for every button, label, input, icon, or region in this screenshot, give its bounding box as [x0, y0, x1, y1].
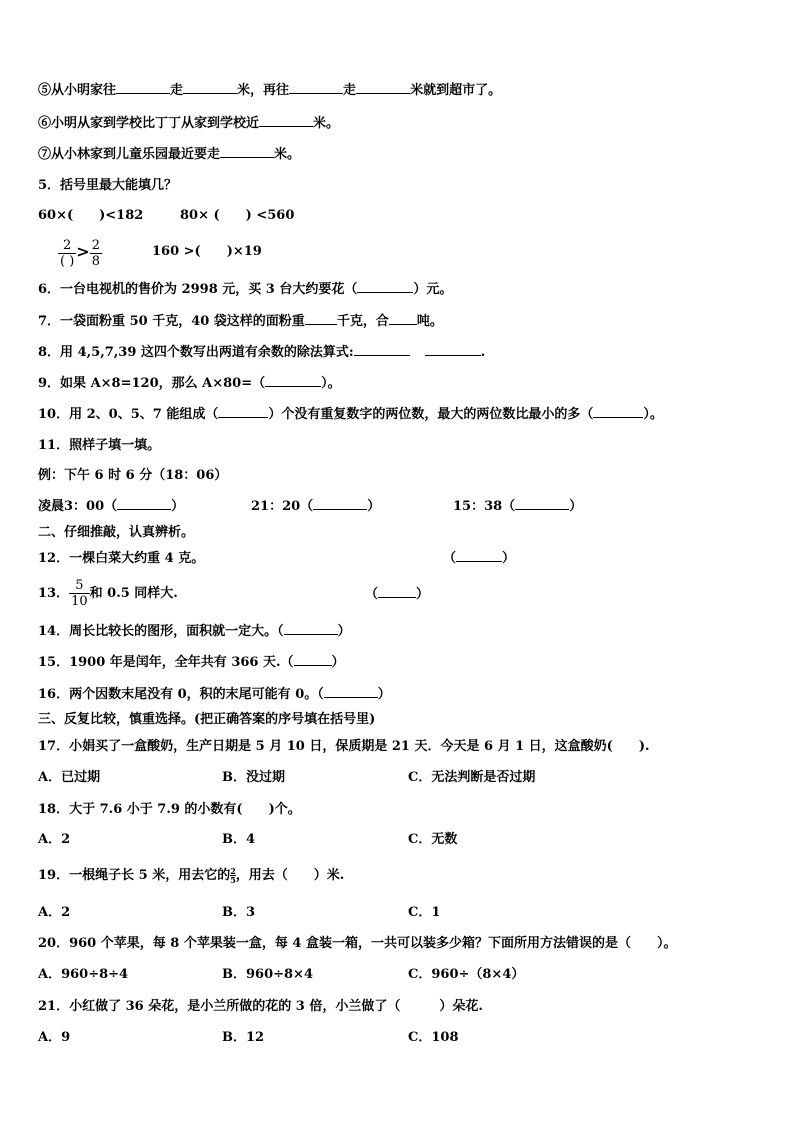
q8-text-b: . [480, 345, 486, 360]
q21-stem: 21．小红做了 36 朵花，是小兰所做的花的 3 倍，小兰做了（ ）朵花. [38, 999, 483, 1014]
q11-item-1 [38, 498, 184, 516]
q10-text-a: 10．用 2、0、5、7 能组成（ [38, 407, 219, 422]
q16-text: 16．两个因数末尾没有 0，积的末尾可能有 0。（ [38, 687, 324, 702]
q19-option-b[interactable]: B．3 [222, 905, 256, 920]
q21-option-a[interactable]: A．9 [38, 1030, 71, 1045]
question-10 [38, 406, 663, 424]
q11-3-text-a: 15：38（ [453, 499, 516, 514]
question-9 [38, 375, 341, 393]
q13-number: 13． [38, 586, 70, 601]
q20-option-c[interactable]: C．960÷（8×4） [408, 967, 525, 982]
q5-item-c [58, 234, 102, 272]
q11-title: 11．照样子填一填。 [38, 438, 161, 453]
q17-option-b[interactable]: B．没过期 [222, 770, 285, 785]
answer-blank[interactable] [117, 498, 171, 510]
q19-option-c[interactable]: C．1 [408, 905, 441, 920]
fraction-numerator: 5 [69, 578, 90, 594]
question-6 [38, 281, 452, 299]
q4-item-7 [38, 145, 300, 164]
answer-blank[interactable] [389, 312, 417, 325]
fraction-numerator: 2 [58, 238, 76, 254]
q4-6-text-b: 米。 [313, 116, 340, 131]
q15-text: 15．1900 年是闰年，全年共有 366 天.（ [38, 655, 294, 670]
q17-stem: 17．小娟买了一盒酸奶，生产日期是 5 月 10 日，保质期是 21 天．今天是 6 月 1 日，这盒酸奶( ). [38, 739, 650, 754]
q11-2-text-b: ） [367, 499, 381, 514]
answer-blank[interactable] [456, 550, 502, 562]
q7-text-a: 7．一袋面粉重 50 千克，40 袋这样的面粉重 [38, 314, 305, 329]
answer-blank[interactable] [354, 343, 410, 356]
q4-5-text-e: 米就到超市了。 [410, 83, 502, 98]
q13-text: 和 0.5 同样大. [89, 586, 178, 601]
q11-example: 例：下午 6 时 6 分（18：06） [38, 468, 228, 483]
q12-answer [443, 550, 515, 568]
answer-blank[interactable] [324, 686, 378, 698]
answer-blank[interactable] [305, 312, 337, 325]
paren-open: （ [365, 587, 379, 602]
q5-title: 5．括号里最大能填几？ [38, 178, 178, 193]
q11-1-text-a: 凌晨3：00（ [38, 499, 118, 514]
answer-blank[interactable] [356, 81, 410, 94]
fraction [69, 578, 90, 609]
answer-blank[interactable] [593, 406, 643, 418]
q11-item-3 [453, 498, 582, 516]
q6-text-a: 6．一台电视机的售价为 2998 元，买 3 台大约要花（ [38, 282, 358, 297]
answer-blank[interactable] [220, 145, 274, 158]
fraction-denominator: 10 [71, 594, 88, 609]
q20-option-b[interactable]: B．960÷8×4 [222, 967, 314, 982]
answer-blank[interactable] [313, 498, 367, 510]
question-8 [38, 343, 485, 362]
q4-7-text-b: 米。 [274, 147, 301, 162]
q19-text-a: 19．一根绳子长 5 米，用去它的 [38, 868, 231, 883]
q13-answer [365, 586, 429, 604]
q5-item-b: 80× ( ) <560 [180, 208, 295, 223]
answer-blank[interactable] [425, 343, 481, 356]
fraction [58, 238, 76, 269]
question-16 [38, 686, 391, 704]
section-3-heading: 三、反复比较，慎重选择。(把正确答案的序号填在括号里) [38, 712, 376, 727]
q17-option-c[interactable]: C．无法判断是否过期 [408, 770, 536, 785]
fraction-numerator: 2 [91, 238, 100, 253]
q11-3-text-b: ） [569, 499, 583, 514]
q19-option-a[interactable]: A．2 [38, 905, 71, 920]
paren-close: ） [331, 655, 345, 670]
q19-stem [38, 867, 344, 885]
q4-6-text-a: ⑥小明从家到学校比丁丁从家到学校近 [38, 116, 260, 131]
q14-text: 14．周长比较长的图形，面积就一定大。（ [38, 624, 284, 639]
fraction [90, 238, 102, 269]
fraction-denominator[interactable]: ( ) [60, 254, 75, 269]
q9-text-b: ）。 [321, 376, 341, 391]
question-7 [38, 312, 443, 331]
answer-blank[interactable] [357, 281, 413, 293]
paren-open: （ [443, 551, 457, 566]
q21-option-c[interactable]: C．108 [408, 1030, 459, 1045]
q21-option-b[interactable]: B．12 [222, 1030, 265, 1045]
q4-5-text-c: 米，再往 [237, 83, 290, 98]
q4-item-6 [38, 114, 339, 133]
answer-blank[interactable] [259, 114, 313, 127]
answer-blank[interactable] [265, 375, 321, 387]
paren-close: ） [416, 587, 430, 602]
q19-text-b: ，用去（ ）米. [235, 868, 345, 883]
paren-close: ） [502, 551, 516, 566]
q5-item-a: 60×( )<182 [38, 208, 144, 223]
answer-blank[interactable] [183, 81, 237, 94]
answer-blank[interactable] [289, 81, 343, 94]
fraction-numerator: 2 [230, 866, 236, 876]
paren-close: ） [337, 624, 351, 639]
q20-stem: 20．960 个苹果，每 8 个苹果装一盒，每 4 盒装一箱，一共可以装多少箱？下面所用方法错误的是（ ）。 [38, 936, 677, 951]
q18-option-a[interactable]: A．2 [38, 832, 71, 847]
answer-blank[interactable] [218, 406, 268, 418]
q6-text-b: ）元。 [413, 282, 453, 297]
q18-option-c[interactable]: C．无数 [408, 832, 458, 847]
q8-text-a: 8．用 4,5,7,39 这四个数写出两道有余数的除法算式: [38, 345, 354, 360]
answer-blank[interactable] [116, 81, 170, 94]
section-2-heading: 二、仔细推敲，认真辨析。 [38, 525, 195, 540]
q4-5-text-a: ⑤从小明家往 [38, 83, 117, 98]
q11-item-2 [251, 498, 380, 516]
greater-than: > [76, 242, 90, 261]
q7-text-c: 吨。 [416, 314, 443, 329]
fraction-denominator: 5 [230, 875, 236, 885]
q18-option-b[interactable]: B．4 [222, 832, 256, 847]
q12-text: 12．一棵白菜大约重 4 克。 [38, 551, 205, 566]
q11-2-text-a: 21：20（ [251, 499, 314, 514]
q18-stem: 18．大于 7.6 小于 7.9 的小数有( )个。 [38, 802, 301, 817]
q5-item-d: 160 >( )×19 [152, 244, 262, 259]
q4-7-text-a: ⑦从小林家到儿童乐园最近要走 [38, 147, 221, 162]
q4-5-text-d: 走 [343, 83, 357, 98]
question-13 [38, 576, 178, 612]
answer-blank[interactable] [294, 654, 332, 666]
fraction-denominator: 8 [91, 254, 100, 269]
answer-blank[interactable] [515, 498, 569, 510]
q10-text-c: ）。 [643, 407, 663, 422]
q20-option-a[interactable]: A．960÷8÷4 [38, 967, 129, 982]
q11-1-text-b: ） [171, 499, 185, 514]
q9-text-a: 9．如果 A×8=120，那么 A×80=（ [38, 376, 266, 391]
answer-blank[interactable] [284, 623, 338, 635]
q4-item-5 [38, 81, 501, 100]
paren-close: ） [377, 687, 391, 702]
q7-text-b: 千克，合 [336, 314, 389, 329]
q4-5-text-b: 走 [170, 83, 184, 98]
question-15 [38, 654, 345, 672]
answer-blank[interactable] [378, 586, 416, 598]
q17-option-a[interactable]: A．已过期 [38, 770, 101, 785]
q10-text-b: ）个没有重复数字的两位数，最大的两位数比最小的多（ [268, 407, 594, 422]
question-14 [38, 623, 351, 641]
